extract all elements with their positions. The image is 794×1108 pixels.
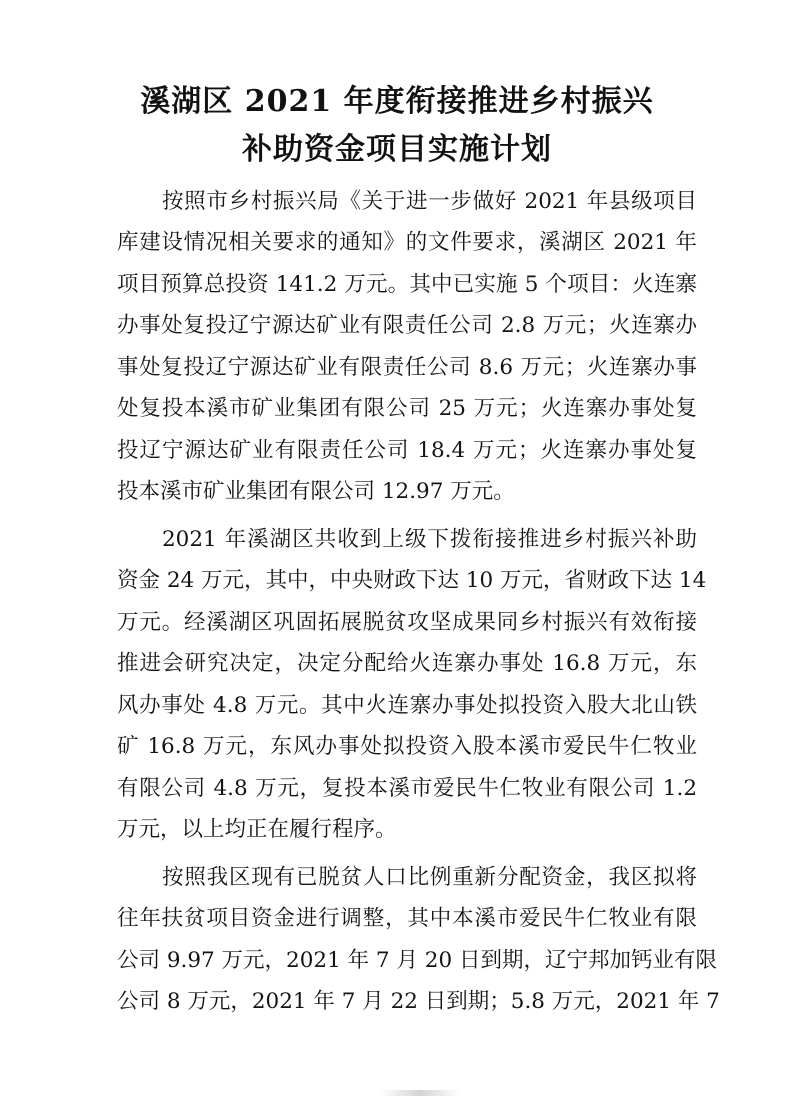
- paragraph-line: 处复投本溪市矿业集团有限公司 25 万元；火连寨办事处复: [117, 396, 697, 421]
- paragraph-line: 按照我区现有已脱贫人口比例重新分配资金，我区拟将: [162, 865, 697, 890]
- paragraph-line: 2021 年溪湖区共收到上级下拨衔接推进乡村振兴补助: [162, 527, 697, 552]
- paragraph-line: 公司 9.97 万元，2021 年 7 月 20 日到期，辽宁邦加钙业有限: [117, 948, 717, 973]
- paragraph-line: 办事处复投辽宁源达矿业有限责任公司 2.8 万元；火连寨办: [117, 313, 697, 338]
- document-title-line-1: 溪湖区 2021 年度衔接推进乡村振兴: [140, 84, 654, 119]
- paragraph-line: 资金 24 万元，其中，中央财政下达 10 万元，省财政下达 14: [117, 568, 707, 593]
- paragraph-line: 矿 16.8 万元，东风办事处拟投资入股本溪市爱民牛仁牧业: [117, 734, 697, 759]
- document-title-line-2: 补助资金项目实施计划: [242, 132, 552, 167]
- paragraph-line: 公司 8 万元，2021 年 7 月 22 日到期；5.8 万元，2021 年 7: [117, 989, 720, 1014]
- paragraph-line: 事处复投辽宁源达矿业有限责任公司 8.6 万元；火连寨办事: [117, 355, 697, 380]
- paragraph-line: 推进会研究决定，决定分配给火连寨办事处 16.8 万元，东: [117, 651, 697, 676]
- paragraph-line: 库建设情况相关要求的通知》的文件要求，溪湖区 2021 年: [117, 230, 697, 255]
- paragraph-line: 风办事处 4.8 万元。其中火连寨办事处拟投资入股大北山铁: [117, 693, 697, 718]
- paragraph-line: 万元。经溪湖区巩固拓展脱贫攻坚成果同乡村振兴有效衔接: [117, 610, 697, 635]
- paragraph-line: 往年扶贫项目资金进行调整，其中本溪市爱民牛仁牧业有限: [117, 906, 697, 931]
- paragraph-line: 投辽宁源达矿业有限责任公司 18.4 万元；火连寨办事处复: [117, 438, 697, 463]
- paragraph-line: 有限公司 4.8 万元，复投本溪市爱民牛仁牧业有限公司 1.2: [117, 776, 697, 801]
- paragraph-line: 万元，以上均正在履行程序。: [117, 817, 397, 842]
- paragraph-line: 项目预算总投资 141.2 万元。其中已实施 5 个项目：火连寨: [117, 272, 697, 297]
- scan-smudge: [380, 1090, 460, 1096]
- paragraph-line: 投本溪市矿业集团有限公司 12.97 万元。: [117, 479, 515, 504]
- paragraph-line: 按照市乡村振兴局《关于进一步做好 2021 年县级项目: [162, 189, 697, 214]
